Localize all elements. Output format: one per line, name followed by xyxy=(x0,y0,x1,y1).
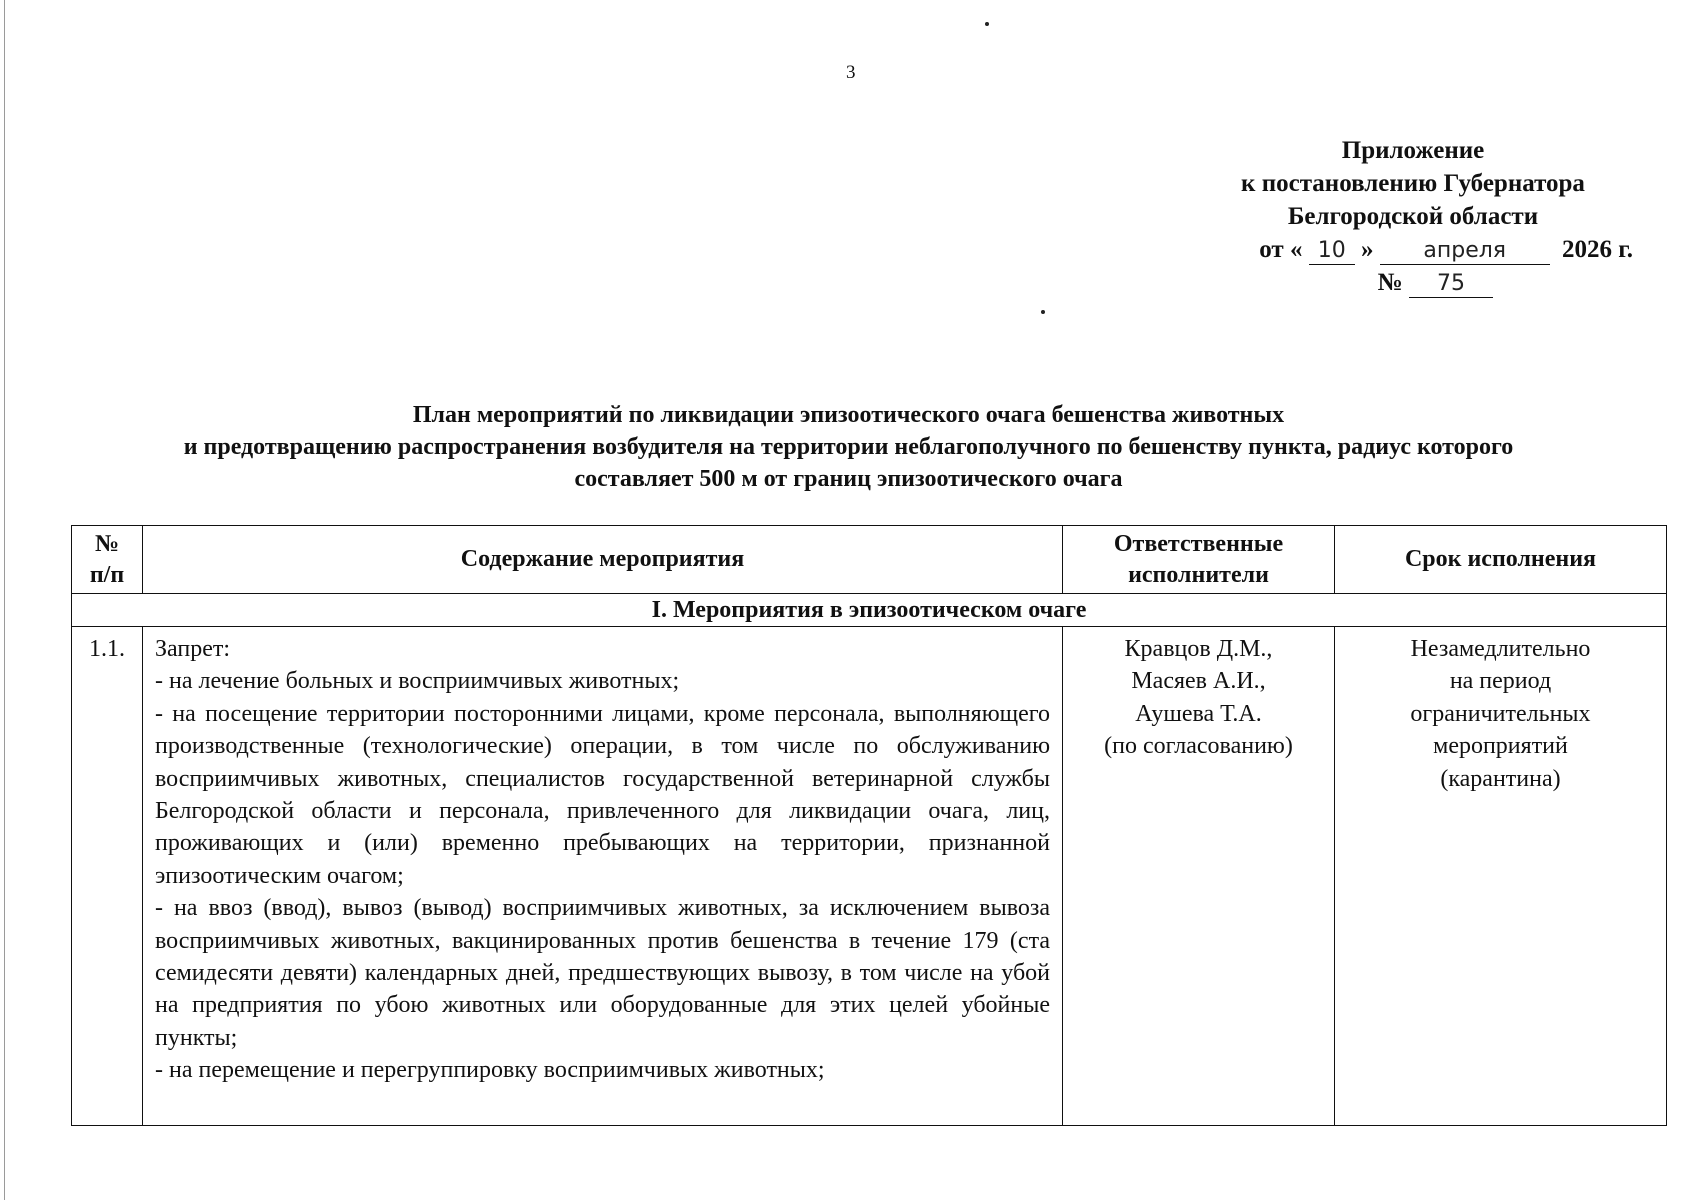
row-term xyxy=(1335,627,1667,1126)
content-paragraph: - на ввоз (ввод), вывоз (вывод) восприимчивых животных, за исключением вывоза восприимчивых животных, вакцинированных против бешенства в течение 179 (ста семидесяти девяти) календарных дней, предшествующих вывозу, в том числе на убой на предприятия по убою животных или оборудованные для этих целей убойные пункты; xyxy=(155,895,1050,1051)
measures-table xyxy=(71,525,1667,1126)
header-content: Содержание мероприятия xyxy=(143,526,1063,594)
header-executors-line-1: Ответственные xyxy=(1113,530,1284,557)
section-title: I. Мероприятия в эпизоотическом очаге xyxy=(72,594,1667,627)
appendix-reference: к постановлению Губернатора xyxy=(1241,170,1585,197)
term-line: ограничительных xyxy=(1410,700,1591,727)
date-prefix: от « xyxy=(1259,236,1303,263)
executor-line: (по согласованию) xyxy=(1104,733,1293,760)
number-prefix: № xyxy=(1377,269,1403,296)
header-term: Срок исполнения xyxy=(1335,526,1667,594)
date-month: апреля xyxy=(1380,238,1550,265)
header-number-line-1: № xyxy=(94,530,120,557)
row-number: 1.1. xyxy=(72,627,143,1126)
header-number xyxy=(72,526,143,594)
executor-line: Аушева Т.А. xyxy=(1135,700,1262,727)
document-title xyxy=(40,399,1657,495)
appendix-region: Белгородской области xyxy=(1287,203,1539,230)
term-line: (карантина) xyxy=(1440,765,1561,792)
title-line-3: составляет 500 м от границ эпизоотического очага xyxy=(574,466,1123,492)
executor-line: Масяев А.И., xyxy=(1131,668,1266,695)
content-paragraph: Запрет: xyxy=(155,636,231,662)
decree-number: 75 xyxy=(1409,271,1493,298)
scan-speck xyxy=(985,22,989,26)
section-row xyxy=(72,594,1667,627)
term-line: на период xyxy=(1449,668,1552,695)
row-executors xyxy=(1063,627,1335,1126)
appendix-header xyxy=(1193,134,1633,299)
term-line: мероприятий xyxy=(1433,733,1568,760)
table-row xyxy=(72,627,1667,1126)
table-header-row xyxy=(72,526,1667,594)
header-executors xyxy=(1063,526,1335,594)
row-content xyxy=(143,627,1063,1126)
title-line-1: План мероприятий по ликвидации эпизоотического очага бешенства животных xyxy=(412,402,1285,428)
date-mid: » xyxy=(1360,236,1374,263)
content-paragraph: - на перемещение и перегруппировку восприимчивых животных; xyxy=(155,1057,825,1084)
appendix-date xyxy=(1193,233,1633,266)
executor-line: Кравцов Д.М., xyxy=(1124,636,1273,662)
date-day: 10 xyxy=(1309,238,1355,265)
title-line-2: и предотвращению распространения возбудителя на территории неблагополучного по бешенству пункта, радиус которого xyxy=(183,434,1514,460)
scan-speck xyxy=(1041,310,1045,314)
header-executors-line-2: исполнители xyxy=(1128,561,1269,588)
page-number: 3 xyxy=(846,62,856,83)
term-line: Незамедлительно xyxy=(1410,636,1591,662)
scan-edge-line xyxy=(4,0,5,1200)
content-paragraph: - на лечение больных и восприимчивых животных; xyxy=(155,668,680,695)
appendix-title: Приложение xyxy=(1341,137,1485,164)
appendix-number xyxy=(1193,266,1633,299)
date-year: 2026 г. xyxy=(1561,236,1633,263)
header-number-line-2: п/п xyxy=(89,561,125,588)
content-paragraph: - на посещение территории посторонними лицами, кроме персонала, выполняющего производственные (технологические) операции, в том числе по обслуживанию восприимчивых животных, специалистов государственной ветеринарной службы Белгородской области и персонала, привлеченного для ликвидации очага, лиц, проживающих и (или) временно пребывающих на территории, признанной эпизоотическим очагом; xyxy=(155,700,1050,889)
